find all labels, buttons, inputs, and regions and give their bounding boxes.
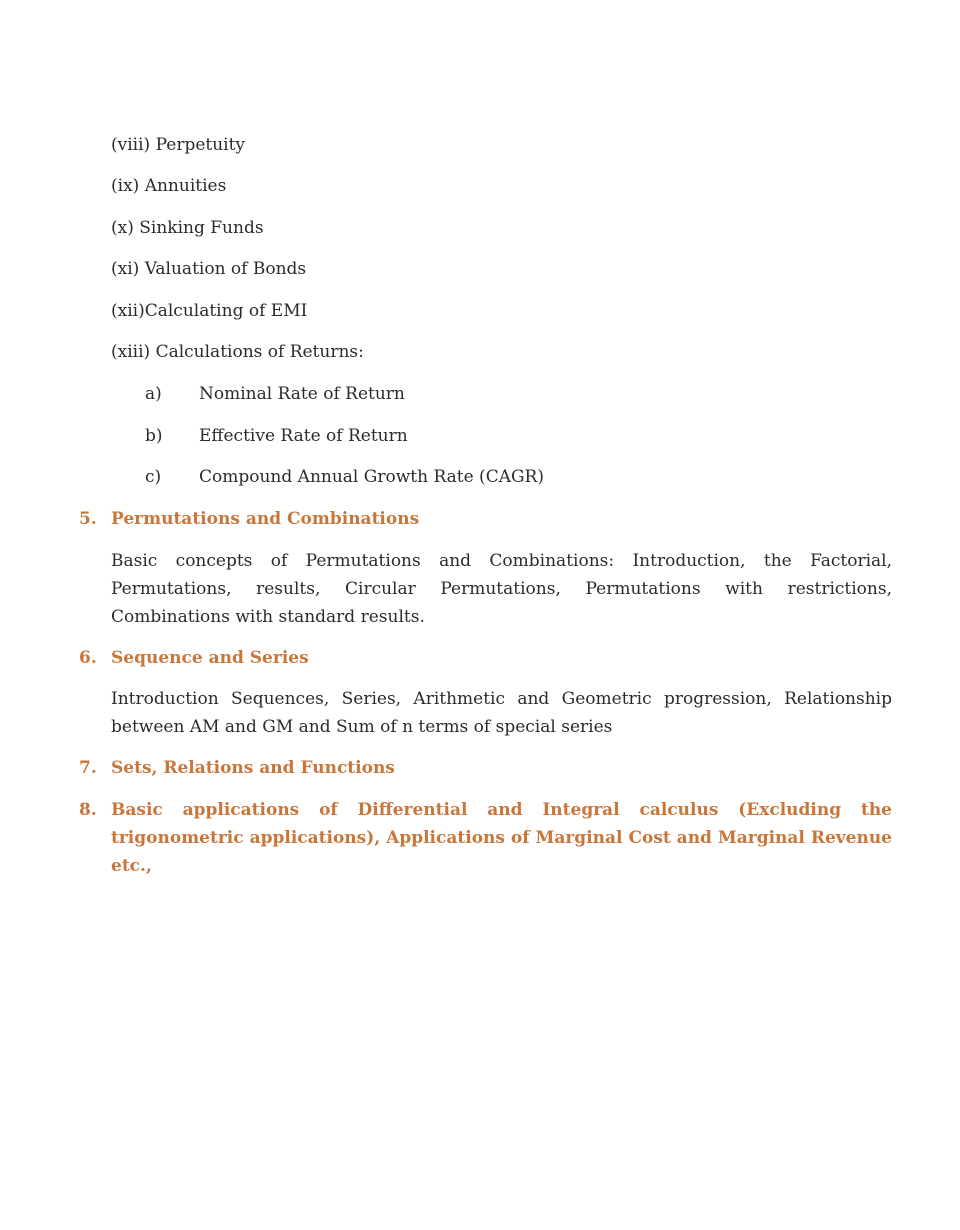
topic-calculating-emi: (xii)Calculating of EMI <box>111 301 308 321</box>
section-title-permutations: Permutations and Combinations <box>111 509 420 529</box>
returns-item-letter: a) <box>145 384 162 404</box>
section-body-sequence-series: Introduction Sequences, Series, Arithmetic and Geometric progression, Relationship between AM and GM and Sum of n terms of special series <box>111 689 892 737</box>
topic-calculations-of-returns: (xiii) Calculations of Returns: <box>111 342 364 362</box>
returns-item-text: Nominal Rate of Return <box>199 384 405 404</box>
topic-annuities: (ix) Annuities <box>111 176 227 196</box>
section-title-calculus-applications: Basic applications of Differential and Integral calculus (Excluding the trigonometric applications), Applications of Marginal Cost and Marginal Revenue etc., <box>111 800 892 876</box>
section-number: 6. <box>79 648 97 668</box>
topic-sinking-funds: (x) Sinking Funds <box>111 218 264 238</box>
section-number: 8. <box>79 800 97 820</box>
returns-item-text: Effective Rate of Return <box>199 426 408 446</box>
section-title-sets-relations: Sets, Relations and Functions <box>111 758 395 778</box>
section-title-sequence-series: Sequence and Series <box>111 648 309 668</box>
returns-item-text: Compound Annual Growth Rate (CAGR) <box>199 467 544 487</box>
section-number: 7. <box>79 758 97 778</box>
topic-valuation-of-bonds: (xi) Valuation of Bonds <box>111 259 307 279</box>
section-number: 5. <box>79 509 97 529</box>
returns-item-letter: c) <box>145 467 162 487</box>
topic-perpetuity: (viii) Perpetuity <box>111 135 246 155</box>
section-body-permutations: Basic concepts of Permutations and Combinations: Introduction, the Factorial, Permutations, results, Circular Permutations, Permutations with restrictions, Combinations with standard results. <box>111 551 892 627</box>
returns-item-letter: b) <box>145 426 163 446</box>
